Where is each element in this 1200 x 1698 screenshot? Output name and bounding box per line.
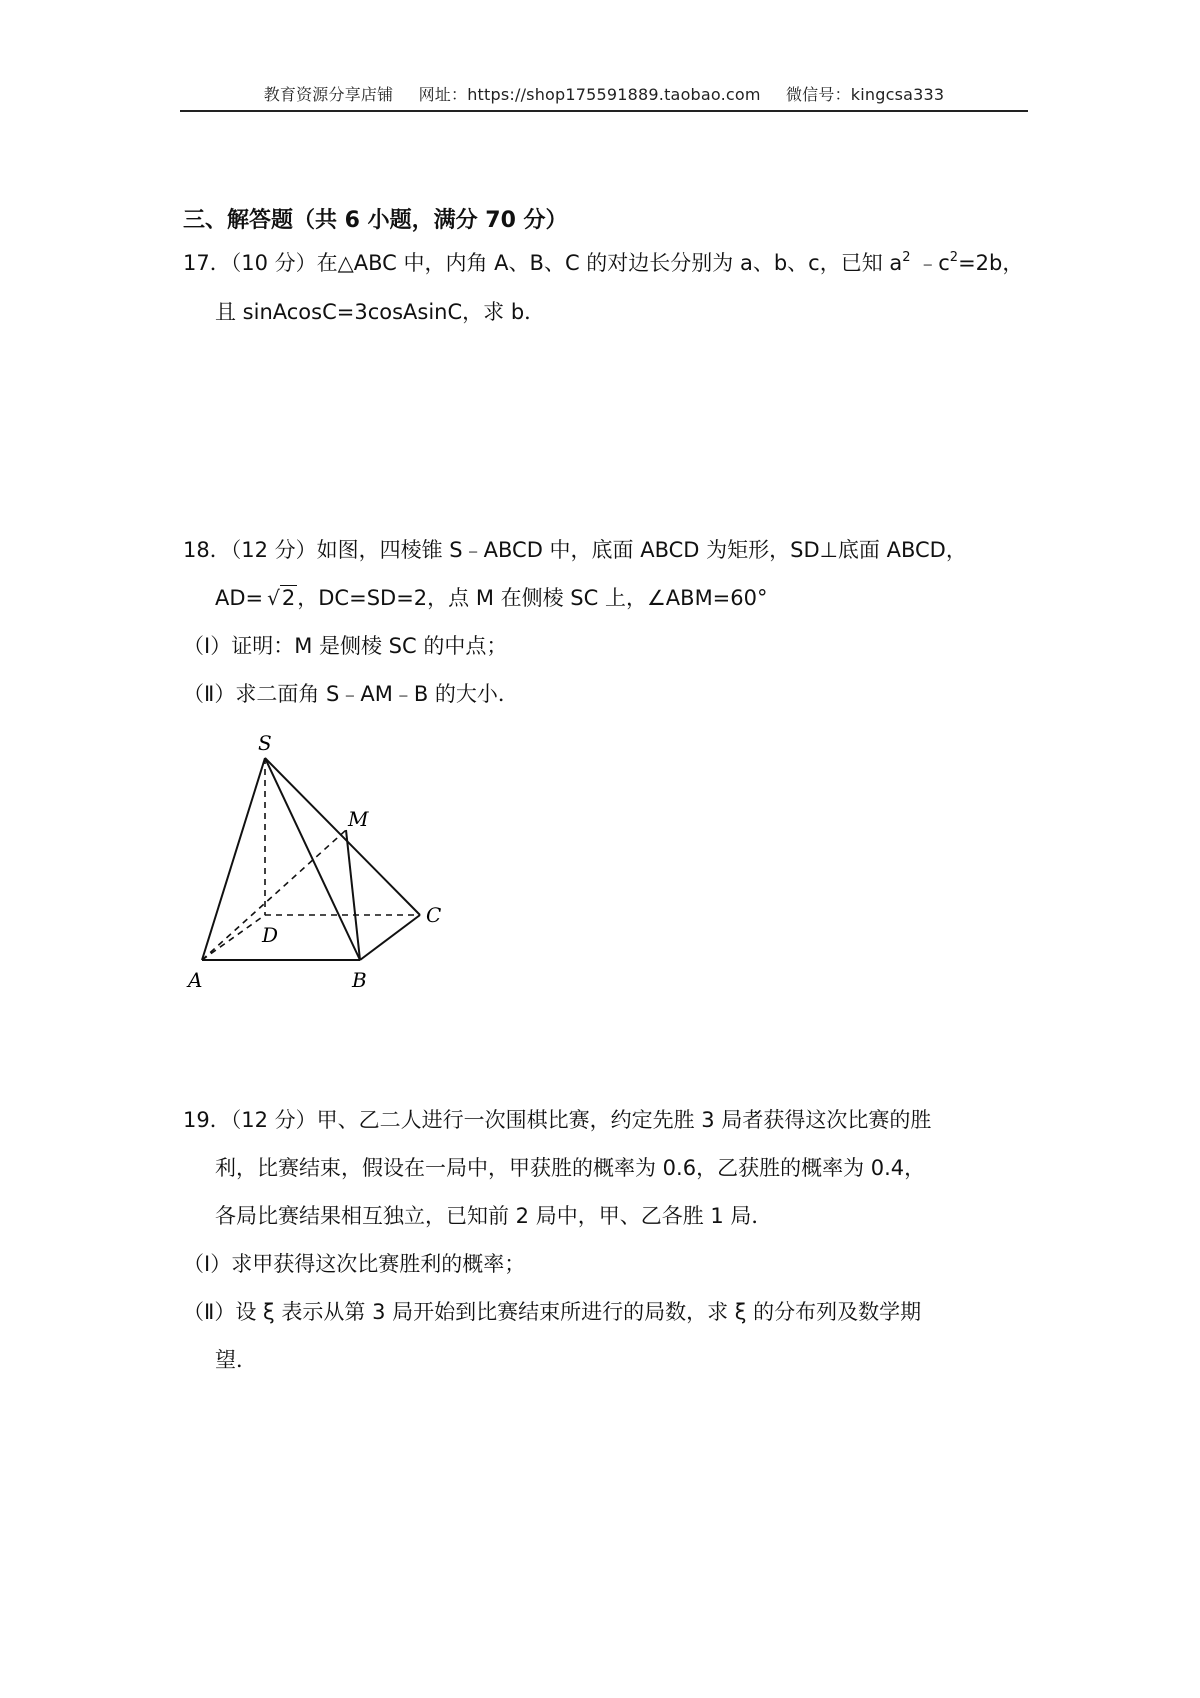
header-url: 网址：https://shop175591889.taobao.com bbox=[418, 85, 761, 104]
q17-sup1: 2 bbox=[902, 250, 911, 265]
sqrt-value: 2 bbox=[281, 586, 296, 610]
sqrt-two bbox=[263, 583, 297, 613]
q17-line1-a: 17．（10 分）在△ABC 中，内角 A、B、C 的对边长分别为 a、b、c，已知 a bbox=[183, 251, 903, 275]
page-header bbox=[180, 82, 1028, 105]
q17-sup2: 2 bbox=[949, 250, 959, 265]
label-D: D bbox=[262, 923, 279, 947]
label-C: C bbox=[426, 903, 442, 927]
q19-line2: 利，比赛结束，假设在一局中，甲获胜的概率为 0.6，乙获胜的概率为 0.4， bbox=[215, 1156, 926, 1180]
q17-line1-b: ﹣c bbox=[910, 251, 950, 275]
header-wechat: 微信号：kingcsa333 bbox=[785, 85, 945, 104]
pyramid-figure bbox=[180, 720, 470, 1000]
label-S: S bbox=[258, 731, 272, 755]
q18-line1: 18．（12 分）如图，四棱锥 S﹣ABCD 中，底面 ABCD 为矩形，SD⊥底面 ABCD， bbox=[183, 538, 967, 562]
edge-BC bbox=[360, 915, 420, 960]
q19-part2-cont: 望． bbox=[215, 1348, 257, 1372]
edge-SA bbox=[202, 758, 265, 960]
label-M: M bbox=[348, 807, 369, 831]
q18-line2-b: ，DC=SD=2，点 M 在侧棱 SC 上，∠ABM=60° bbox=[297, 586, 768, 610]
q19-part1: （I）求甲获得这次比赛胜利的概率； bbox=[183, 1252, 526, 1276]
segment-MB bbox=[346, 830, 360, 960]
label-B: B bbox=[352, 968, 367, 992]
q19-part2: （Ⅱ）设 ξ 表示从第 3 局开始到比赛结束所进行的局数，求 ξ 的分布列及数学期 bbox=[183, 1300, 922, 1324]
q17-line2: 且 sinAcosC=3cosAsinC，求 b． bbox=[215, 300, 546, 324]
q18-line2-a: AD= bbox=[215, 586, 264, 610]
label-A: A bbox=[188, 968, 203, 992]
q19-line3: 各局比赛结果相互独立，已知前 2 局中，甲、乙各胜 1 局． bbox=[215, 1204, 773, 1228]
q18-part2: （Ⅱ）求二面角 S﹣AM﹣B 的大小． bbox=[183, 682, 519, 706]
q19-line1: 19．（12 分）甲、乙二人进行一次围棋比赛，约定先胜 3 局者获得这次比赛的胜 bbox=[183, 1108, 932, 1132]
edge-AD bbox=[202, 915, 265, 960]
q18-line2 bbox=[215, 583, 768, 613]
edge-SB bbox=[265, 758, 360, 960]
header-rule bbox=[180, 110, 1028, 112]
q18-part1: （I）证明：M 是侧棱 SC 的中点； bbox=[183, 634, 508, 658]
edge-SC bbox=[265, 758, 420, 915]
q17-line1 bbox=[183, 248, 1023, 278]
q17-line1-c: =2b， bbox=[958, 251, 1024, 275]
section-title: 三、解答题（共 6 小题，满分 70 分） bbox=[183, 208, 568, 233]
sqrt-symbol: √ bbox=[267, 586, 280, 610]
header-shop: 教育资源分享店铺 bbox=[263, 85, 394, 104]
